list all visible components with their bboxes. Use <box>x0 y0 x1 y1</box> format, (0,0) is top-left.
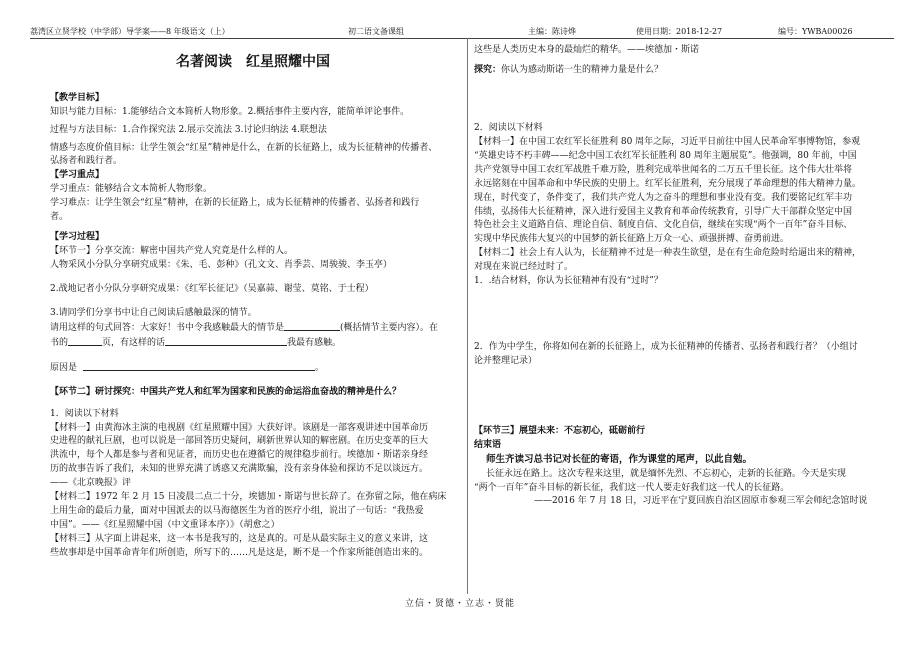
column-divider <box>467 38 468 594</box>
reason-blank[interactable] <box>83 361 315 371</box>
material-three: 【材料三】从字面上讲起来，这一本书是我写的，这是真的。可是从最实际主义的意义来讲，这 <box>50 534 429 544</box>
r-material-two: 【材料二】社会上有人认为，长征精神不过是一种表生欲望，是在有生命危险时给逼出来的精神， <box>474 248 862 259</box>
student-answer-area[interactable] <box>474 369 894 425</box>
left-column <box>50 44 456 561</box>
quote-line: 长征永远在路上。这次专程来这里，就是缅怀先烈、不忘初心，走新的长征路。今天是实现 <box>486 468 847 479</box>
r-material-two-line: 对现在来说已经过时了。 <box>474 262 574 273</box>
reason-label: 原因是 <box>50 362 78 373</box>
material-two: 【材料二】1972 年 2 月 15 日凌晨二点二十分，埃德加・斯诺与世长辞了。在弥留之际，他在病床 <box>50 492 447 503</box>
quote-source: ——2016 年 7 月 18 日，习近平在宁夏回族自治区固原市参观三军会师纪念馆时说 <box>534 496 868 507</box>
quote-line: “两个一百年”奋斗目标的新长征，我们这一代人要走好我们这一代人的长征路。 <box>474 482 790 493</box>
material-three-cont: 这些是人类历史本身的最灿烂的精华。——埃德加・斯诺 <box>474 45 700 55</box>
read-two: 2．阅读以下材料 <box>474 122 543 133</box>
r-material-one-line: 永远铭刻在中国革命和中华民族的史册上。红军长征胜利，充分展现了革命理想的伟大精神力量。 <box>474 178 862 189</box>
group-two-result: 2.战地记者小分队分享研究成果：《红军长征记》（吴嘉蒜、谢莹、莫铭、于士程） <box>50 283 374 294</box>
reason-line <box>50 361 456 376</box>
explore-text: 你认为感动斯诺一生的精神力量是什么？ <box>501 64 664 75</box>
conclusion-heading: 结束语 <box>474 439 502 450</box>
quote-feel: 我最有感触。 <box>287 337 342 348</box>
material-two-line: 上用生命的最后力量，面对中国派去的以马海德医生为首的医疗小组，说出了一句话：“我热爱 <box>50 506 424 517</box>
quote-page: 页，有这样的话 <box>102 337 166 348</box>
outdated-answer-area[interactable] <box>474 289 894 341</box>
question-three-quote <box>50 336 456 351</box>
material-two-line: 中国”。——《红星照耀中国（中文重译本序）》（胡愈之） <box>50 520 280 531</box>
segment-two-read: 1．阅读以下材料 <box>50 408 119 419</box>
conclusion-body: 师生齐读习总书记对长征的寄语，作为课堂的尾声，以此自勉。 <box>486 453 753 465</box>
segment-two-heading: 【环节二】研讨探究：中国共产党人和红军为国家和民族的命运浴血奋战的精神是什么？ <box>50 386 402 397</box>
page-footer: 立信・贤德・立志・贤能 <box>404 599 515 609</box>
reason-end: 。 <box>315 362 325 373</box>
question-student-cont: 论并整理记录） <box>474 356 538 367</box>
right-column <box>474 44 894 509</box>
focus-difficulty-cont: 者。 <box>50 212 69 223</box>
header-editor: 主编：陈诗烨 <box>528 27 576 36</box>
plot-blank[interactable] <box>284 321 340 331</box>
focus-difficulty: 学习难点：让学生领会“红星”精神，在新的长征路上，成为长征精神的传播者、弘扬者和践行 <box>50 198 420 209</box>
focus-key: 学习重点：能够结合文本简析人物形象。 <box>50 184 213 195</box>
r-material-one-line: 特色社会主义道路自信、理论自信、制度自信、文化自信，继续在实现“两个一百年”奋斗目标、 <box>474 220 853 231</box>
pattern-prefix: 请用这样的句式回答：大家好！书中令我感触最大的情节是 <box>50 322 285 333</box>
goal-emotion-cont: 弘扬者和践行者。 <box>50 156 123 167</box>
process-heading: 【学习过程】 <box>50 232 105 243</box>
goals-heading: 【教学目标】 <box>50 92 105 103</box>
material-one-source: ——《北京晚报》评 <box>50 478 132 489</box>
quote-book: 书的 <box>50 337 69 348</box>
segment-three-heading: 【环节三】展望未来：不忘初心，砥砺前行 <box>474 426 646 436</box>
goal-process: 过程与方法目标：1.合作探究法 2.展示交流法 3.讨论归纳法 4.联想法 <box>50 124 327 135</box>
question-three: 3.请同学们分享书中让自己阅读后感触最深的情节。 <box>50 307 257 318</box>
material-three-line: 些故事却是中国革命青年们所创造，所写下的……凡是这是，断不是一个作家所能创造出来的。 <box>50 547 429 558</box>
question-outdated: 1．.结合材料，你认为长征精神有没有“过时”？ <box>474 276 663 287</box>
pattern-suffix: (概括情节主要内容）。在 <box>340 322 439 333</box>
header-group: 初二语文备课组 <box>348 27 404 36</box>
header-date: 使用日期：2018-12-27 <box>636 27 723 36</box>
explore-answer-area[interactable] <box>474 78 894 122</box>
explore-question <box>474 64 894 78</box>
material-one-line: 历的故事告诉了我们，未知的世界充满了诱惑又充满欺骗，没有亲身体验和探访不足以谈远方。 <box>50 464 429 475</box>
page-blank[interactable] <box>68 336 102 346</box>
r-material-one-line: 共产党领导中国工农红军战胜千难万险，胜利完成举世闻名的二万五千里长征。这个伟大壮举将 <box>474 164 853 175</box>
header-rule <box>30 38 894 39</box>
r-material-one-line: “英雄史诗不朽丰碑——纪念中国工农红军长征胜利 80 周年主题展览”。他强调，80 年前，中国 <box>474 150 857 161</box>
r-material-one-line: 实现中华民族伟大复兴的中国梦的新长征路上万众一心、顽强拼搏、奋勇前进。 <box>474 234 790 245</box>
goal-emotion: 情感与态度价值目标：让学生领会“红星”精神是什么，在新的长征路上，成为长征精神的传播者、 <box>50 142 438 153</box>
header-code: 编号：YWBA00026 <box>778 27 853 36</box>
question-student: 2．作为中学生，你将如何在新的长征路上，成为长征精神的传播者、弘扬者和践行者？（小组讨 <box>474 342 858 353</box>
focus-heading: 【学习重点】 <box>50 170 105 181</box>
segment-one: 【环节一】分享交流：解密中国共产党人究竟是什么样的人。 <box>50 246 294 257</box>
question-three-pattern <box>50 321 456 336</box>
group-one-result: 人物采风小分队分享研究成果：《朱、毛、彭种》（孔文文、肖季芸、周骏骏、李玉亭） <box>50 260 393 270</box>
r-material-one-line: 现在，时代变了，条件变了，我们共产党人为之奋斗的理想和事业没有变。我们要铭记红军丰功 <box>474 192 853 203</box>
explore-label: 探究： <box>474 64 502 75</box>
r-material-one-line: 伟绩，弘扬伟大长征精神，深入进行爱国主义教育和革命传统教育，引导广大干部群众坚定中国 <box>474 206 853 217</box>
material-one: 【材料一】由黄海冰主演的电视剧《红星照耀中国》大获好评。该剧是一部客观讲述中国革命历 <box>50 422 429 433</box>
r-material-one: 【材料一】在中国工农红军长征胜利 80 周年之际，习近平日前往中国人民革命军事博物馆，参观 <box>474 136 861 147</box>
page-title: 名著阅读 红星照耀中国 <box>176 54 330 70</box>
goal-knowledge: 知识与能力目标：1.能够结合文本简析人物形象。2.概括事件主要内容，能简单评论事件。 <box>50 106 410 117</box>
material-one-line: 史进程的献礼巨剧，也可以说是一部回答历史疑问，刷新世界认知的解密剧。在历史变革的巨大 <box>50 436 429 447</box>
material-one-line: 洪流中，每个人都是参与者和见证者，而历史也在遵循它的规律稳步前行。埃德加・斯诺亲身经 <box>50 450 429 461</box>
quote-blank[interactable] <box>165 336 287 346</box>
header-school: 荔湾区立贤学校（中学部）导学案——8 年级语文（上） <box>30 27 230 36</box>
